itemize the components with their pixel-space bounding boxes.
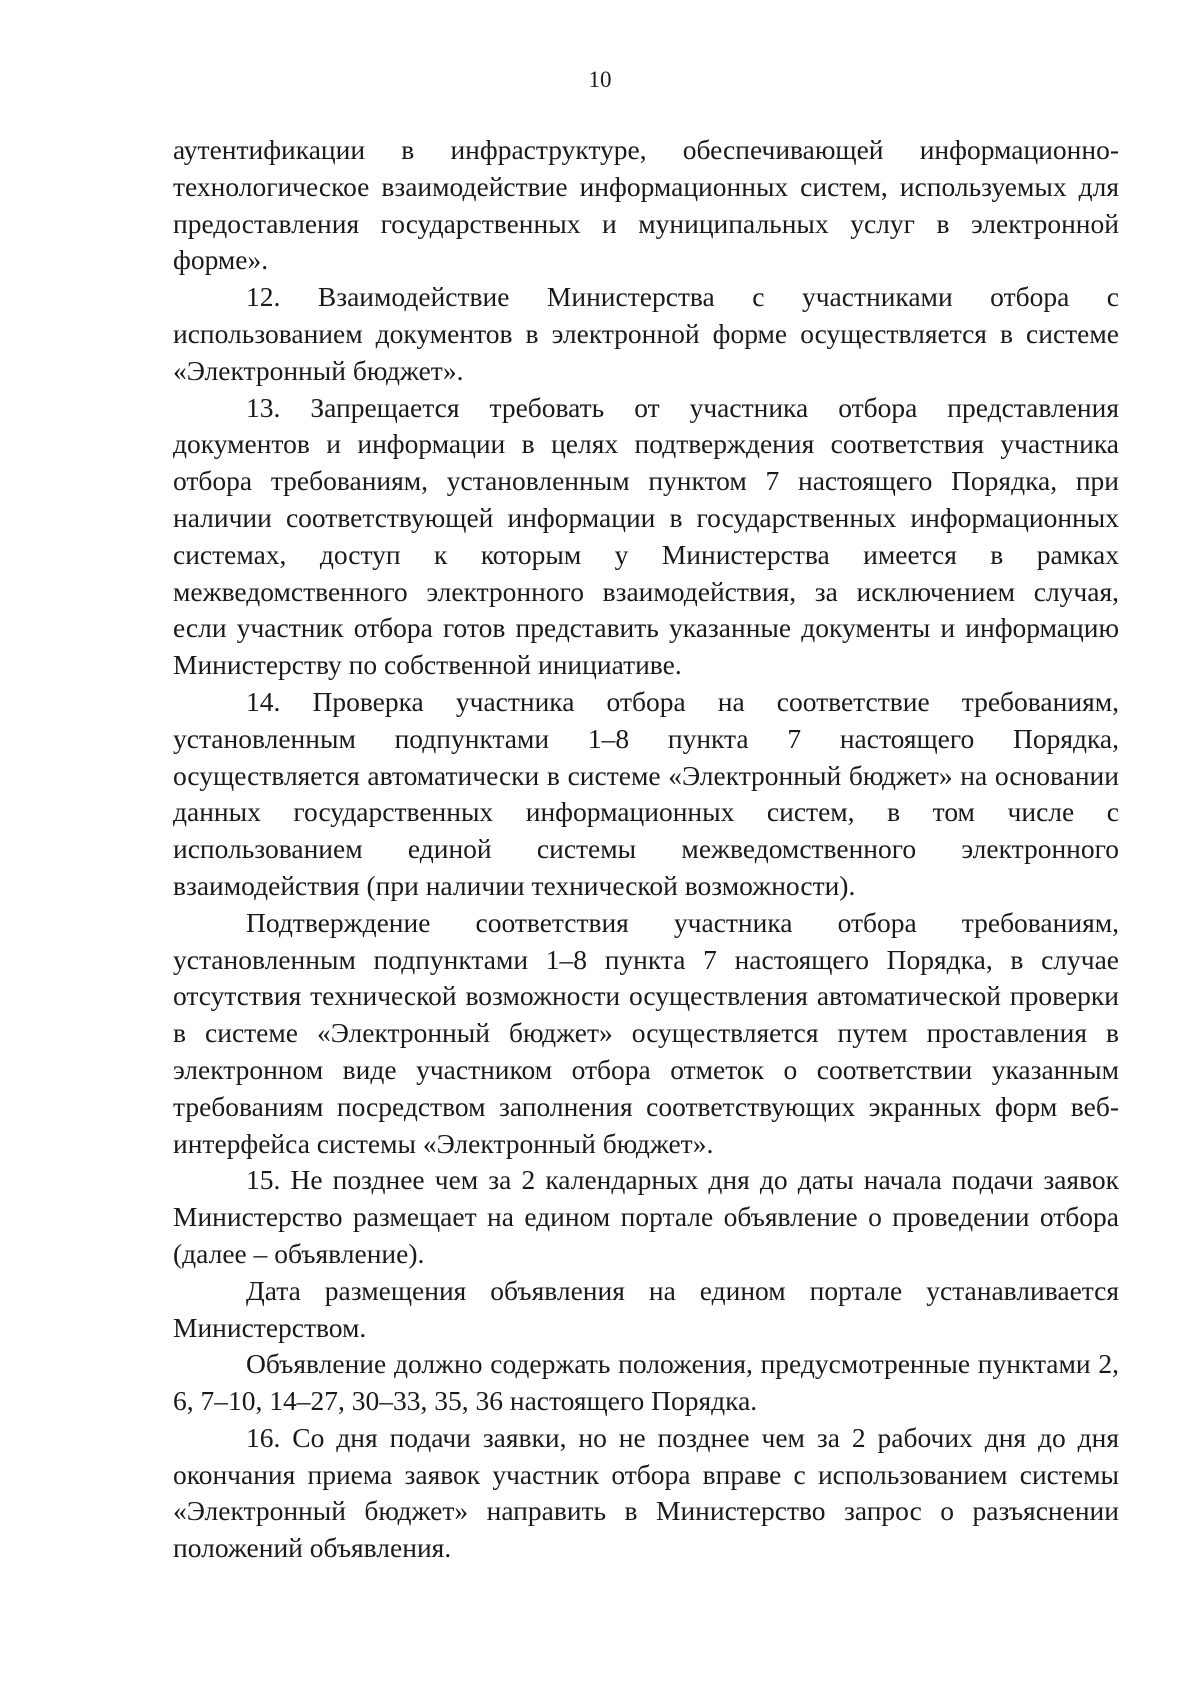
paragraph-publication-date: Дата размещения объявления на едином портале устанавливается Министерством. [173,1274,1119,1343]
paragraph-item-16: 16. Со дня подачи заявки, но не позднее чем за 2 рабочих дня до дня окончания приема заявок участник отбора вправе с использованием системы «Электронный бюджет» направить в Министерство запрос о разъяснении положений объявления. [173,1421,1119,1564]
document-body [173,132,1119,1567]
paragraph-confirmation: Подтверждение соответствия участника отбора требованиям, установленным подпунктами 1–8 пункта 7 настоящего Порядка, в случае отсутствия технической возможности осуществления автоматической проверки в системе «Электронный бюджет» осуществляется путем проставления в электронном виде участником отбора отметок о соответствии указанным требованиям посредством заполнения соответствующих экранных форм веб-интерфейса системы «Электронный бюджет». [173,906,1119,1159]
paragraph-item-12: 12. Взаимодействие Министерства с участниками отбора с использованием документов в электронной форме осуществляется в системе «Электронный бюджет». [173,281,1119,386]
paragraph-authentication-continuation: аутентификации в инфраструктуре, обеспечивающей информационно-технологическое взаимодействие информационных систем, используемых для предоставления государственных и муниципальных услуг в электронной форме». [173,134,1119,276]
paragraph-announcement-content: Объявление должно содержать положения, предусмотренные пунктами 2, 6, 7–10, 14–27, 30–33, 35, 36 настоящего Порядка. [173,1348,1119,1417]
paragraph-item-14: 14. Проверка участника отбора на соответствие требованиям, установленным подпунктами 1–8 пункта 7 настоящего Порядка, осуществляется автоматически в системе «Электронный бюджет» на основании данных государственных информационных систем, в том числе с использованием единой системы межведомственного электронного взаимодействия (при наличии технической возможности). [173,685,1119,901]
paragraph-item-15: 15. Не позднее чем за 2 календарных дня до даты начала подачи заявок Министерство размещает на едином портале объявление о проведении отбора (далее – объявление). [173,1164,1119,1269]
paragraph-item-13: 13. Запрещается требовать от участника отбора представления документов и информации в целях подтверждения соответствия участника отбора требованиям, установленным пунктом 7 настоящего Порядка, при наличии соответствующей информации в государственных информационных системах, доступ к которым у Министерства имеется в рамках межведомственного электронного взаимодействия, за исключением случая, если участник отбора готов представить указанные документы и информацию Министерству по собственной инициативе. [173,391,1119,681]
page-number: 10 [588,67,612,92]
